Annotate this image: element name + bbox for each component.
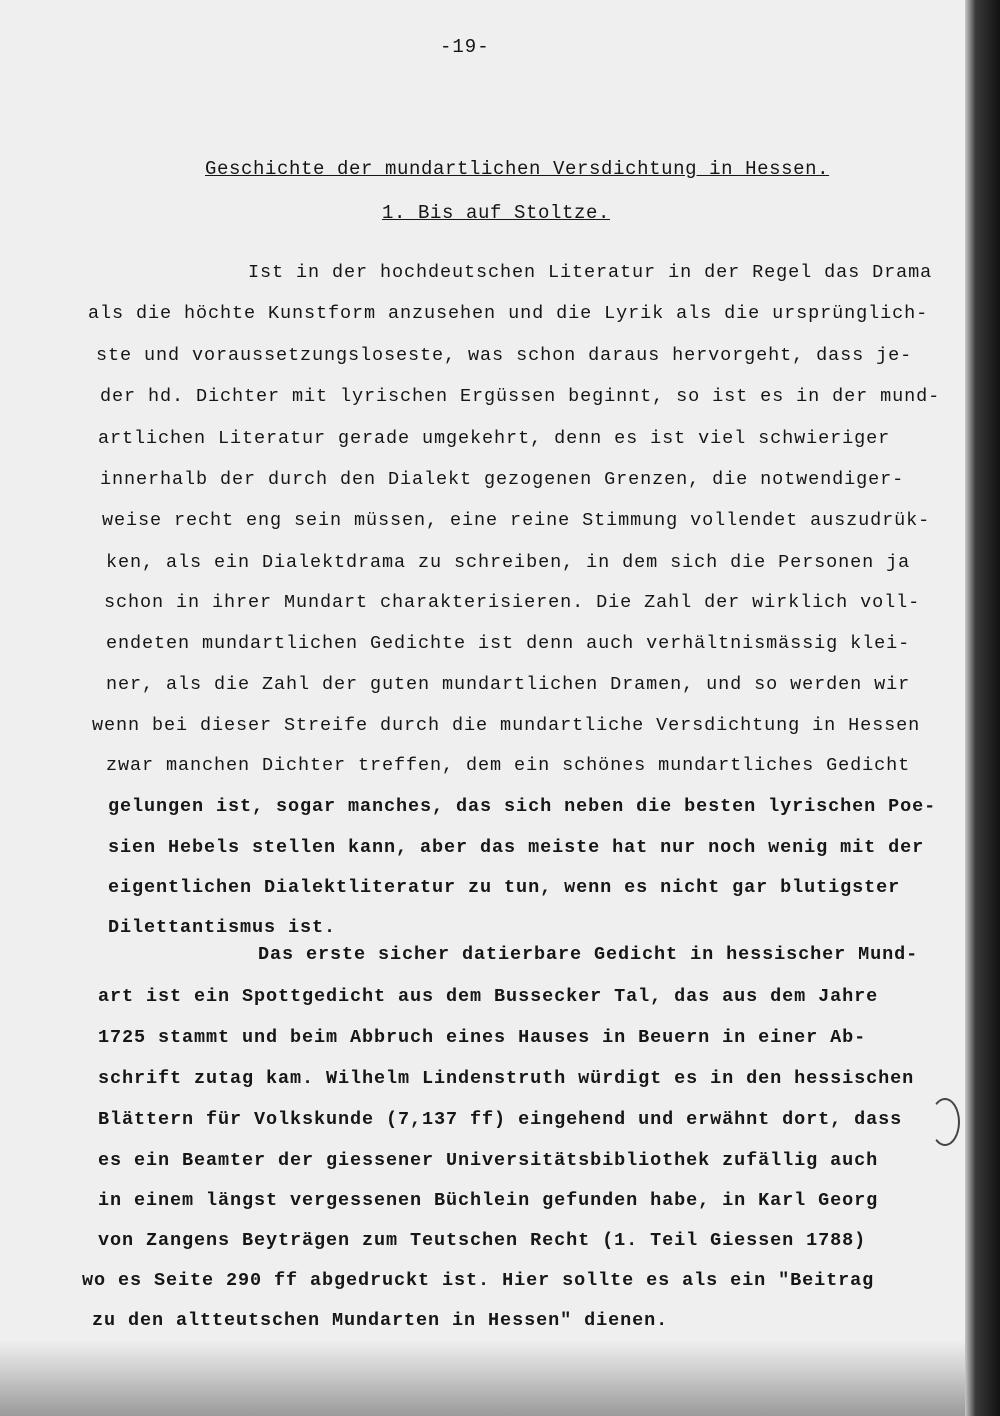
scan-edge [965,0,1000,1416]
paragraph1-line: wenn bei dieser Streife durch die mundartliche Versdichtung in Hessen [92,715,921,736]
paragraph1-line: Ist in der hochdeutschen Literatur in der Regel das Drama [248,262,933,283]
handwritten-mark [930,1098,960,1146]
paragraph2-line: es ein Beamter der giessener Universitätsbibliothek zufällig auch [98,1150,879,1171]
paragraph1-line: Dilettantismus ist. [108,917,337,938]
paragraph2-line: 1725 stammt und beim Abbruch eines Hauses in Beuern in einer Ab- [98,1027,867,1048]
paragraph1-line: endeten mundartlichen Gedichte ist denn auch verhältnismässig klei- [106,633,911,654]
page-number: -19- [440,36,490,58]
paragraph2-line: von Zangens Beyträgen zum Teutschen Recht (1. Teil Giessen 1788) [98,1230,867,1251]
paragraph1-line: sien Hebels stellen kann, aber das meiste hat nur noch wenig mit der [108,837,925,858]
paragraph1-line: innerhalb der durch den Dialekt gezogenen Grenzen, die notwendiger- [100,469,905,490]
paragraph2-line: Blättern für Volkskunde (7,137 ff) eingehend und erwähnt dort, dass [98,1109,903,1130]
paragraph1-line: eigentlichen Dialektliteratur zu tun, wenn es nicht gar blutigster [108,877,901,898]
paragraph2-line: art ist ein Spottgedicht aus dem Bussecker Tal, das aus dem Jahre [98,986,879,1007]
paragraph2-line: schrift zutag kam. Wilhelm Lindenstruth würdigt es in den hessischen [98,1068,915,1089]
section-subtitle: 1. Bis auf Stoltze. [382,202,611,224]
paragraph2-line: Das erste sicher datierbare Gedicht in hessischer Mund- [258,944,919,965]
paragraph1-line: ken, als ein Dialektdrama zu schreiben, in dem sich die Personen ja [106,552,911,573]
paragraph1-line: schon in ihrer Mundart charakterisieren. Die Zahl der wirklich voll- [104,592,921,613]
paragraph2-line: in einem längst vergessenen Büchlein gefunden habe, in Karl Georg [98,1190,879,1211]
paragraph1-line: ste und voraussetzungsloseste, was schon daraus hervorgeht, dass je- [96,345,913,366]
paragraph1-line: als die höchte Kunstform anzusehen und die Lyrik als die ursprünglich- [88,303,929,324]
paragraph1-line: zwar manchen Dichter treffen, dem ein schönes mundartliches Gedicht [106,755,911,776]
paragraph2-line: zu den altteutschen Mundarten in Hessen" dienen. [92,1310,669,1331]
paragraph1-line: artlichen Literatur gerade umgekehrt, denn es ist viel schwieriger [98,428,891,449]
chapter-title: Geschichte der mundartlichen Versdichtung in Hessen. [205,158,830,180]
paragraph1-line: gelungen ist, sogar manches, das sich neben die besten lyrischen Poe- [108,796,937,817]
paragraph2-line: wo es Seite 290 ff abgedruckt ist. Hier sollte es als ein "Beitrag [82,1270,875,1291]
paragraph1-line: der hd. Dichter mit lyrischen Ergüssen beginnt, so ist es in der mund- [100,386,941,407]
paragraph1-line: ner, als die Zahl der guten mundartlichen Dramen, und so werden wir [106,674,911,695]
paragraph1-line: weise recht eng sein müssen, eine reine Stimmung vollendet auszudrük- [102,510,931,531]
